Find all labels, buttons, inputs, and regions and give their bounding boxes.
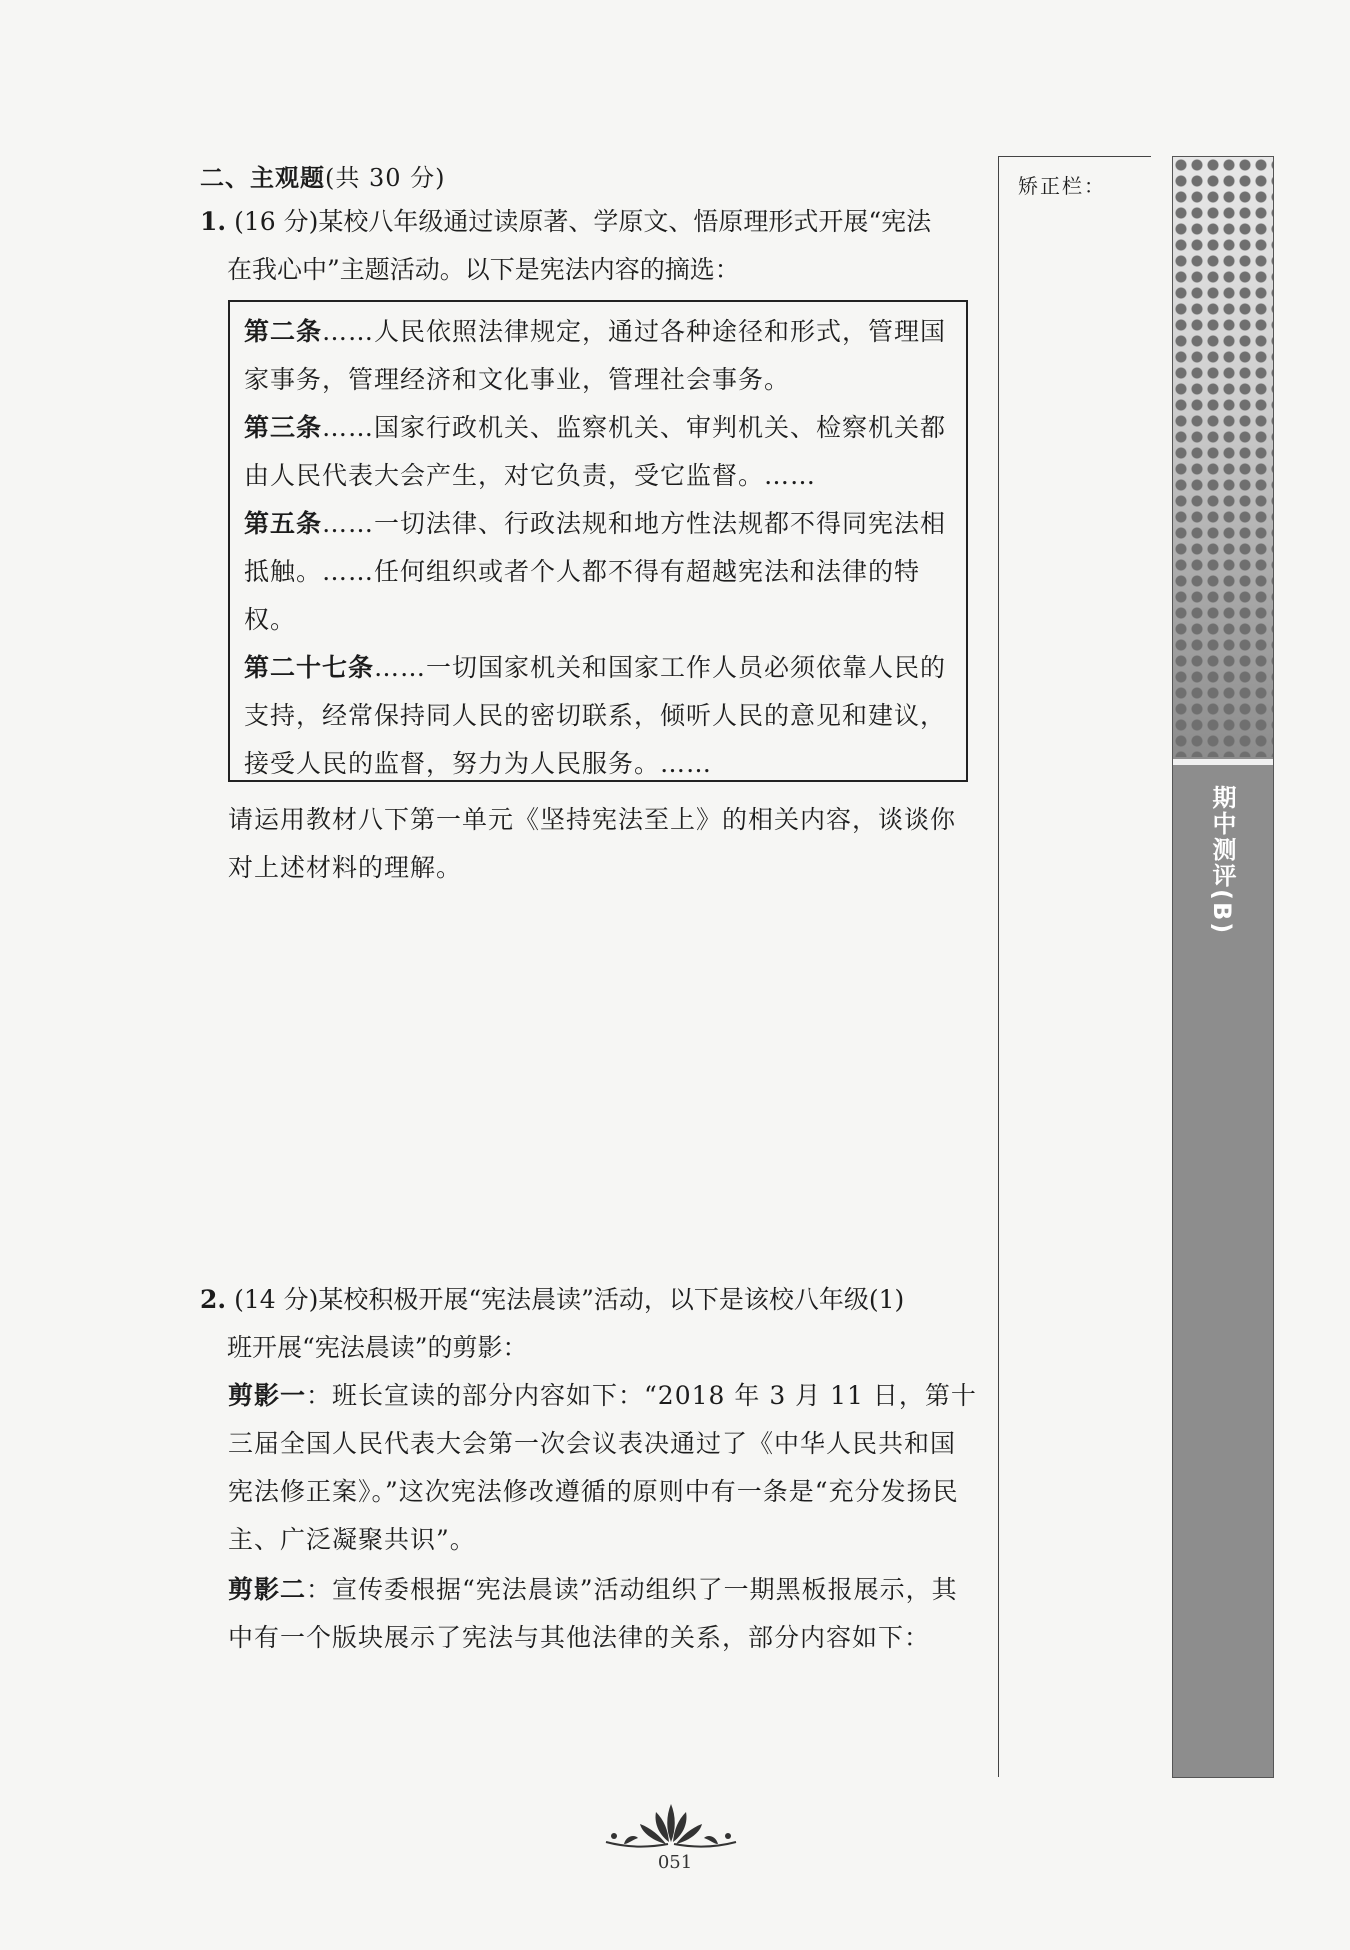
clip-title: 剪影二 [228, 1575, 307, 1604]
question-2-line-1: (14 分)某校积极开展“宪法晨读”活动，以下是该校八年级(1) [234, 1285, 905, 1314]
side-tab [1172, 156, 1274, 1778]
clip-2 [228, 1566, 980, 1662]
section-title-score: (共 30 分) [325, 164, 446, 192]
floral-ornament-icon [596, 1802, 746, 1854]
correction-label: 矫正栏： [1018, 174, 1106, 198]
article-title: 第二条 [244, 317, 323, 346]
article-title: 第二十七条 [244, 653, 375, 682]
question-2-line-2: 班开展“宪法晨读”的剪影： [227, 1333, 528, 1362]
question-2-stem [200, 1276, 980, 1372]
article-2 [244, 308, 952, 404]
question-1-stem [200, 198, 980, 294]
article-text: ……一切法律、行政法规和地方性法规都不得同宪法相抵触。……任何组织或者个人都不得有超越宪法和法律的特权。 [244, 509, 947, 634]
constitution-excerpt-box [228, 300, 968, 782]
article-title: 第三条 [244, 413, 323, 442]
side-tab-label: 期中测评(B) [1208, 785, 1236, 936]
article-text: ……一切国家机关和国家工作人员必须依靠人民的支持，经常保持同人民的密切联系，倾听人民的意见和建议，接受人民的监督，努力为人民服务。…… [244, 653, 947, 778]
clip-text: ：班长宣读的部分内容如下：“2018 年 3 月 11 日，第十三届全国人民代表大会第一次会议表决通过了《中华人民共和国宪法修正案》。”这次宪法修改遵循的原则中有一条是“充分发扬民主、广泛凝聚共识”。 [228, 1381, 977, 1554]
tab-divider [1173, 759, 1273, 765]
question-1-prompt: 请运用教材八下第一单元《坚持宪法至上》的相关内容，谈谈你对上述材料的理解。 [228, 805, 957, 882]
article-title: 第五条 [244, 509, 323, 538]
article-text: ……国家行政机关、监察机关、审判机关、检察机关都由人民代表大会产生，对它负责，受它监督。…… [244, 413, 947, 490]
section-title-main: 二、主观题 [200, 164, 325, 192]
correction-column [998, 156, 1151, 1777]
clip-title: 剪影一 [228, 1381, 307, 1410]
question-2-number: 2. [200, 1285, 227, 1314]
article-text: ……人民依照法律规定，通过各种途径和形式，管理国家事务，管理经济和文化事业，管理社会事务。 [244, 317, 947, 394]
question-1-line-2: 在我心中”主题活动。以下是宪法内容的摘选： [227, 255, 740, 284]
clip-1 [228, 1372, 980, 1564]
question-1-number: 1. [200, 207, 227, 236]
article-5 [244, 500, 952, 644]
page-number: 051 [657, 1852, 693, 1873]
section-title [200, 158, 446, 193]
clip-text: ：宣传委根据“宪法晨读”活动组织了一期黑板报展示，其中有一个版块展示了宪法与其他法律的关系，部分内容如下： [228, 1575, 958, 1652]
question-1-line-1: (16 分)某校八年级通过读原著、学原文、悟原理形式开展“宪法 [234, 207, 932, 236]
article-27 [244, 644, 952, 788]
article-3 [244, 404, 952, 500]
halftone-pattern [1173, 157, 1273, 757]
